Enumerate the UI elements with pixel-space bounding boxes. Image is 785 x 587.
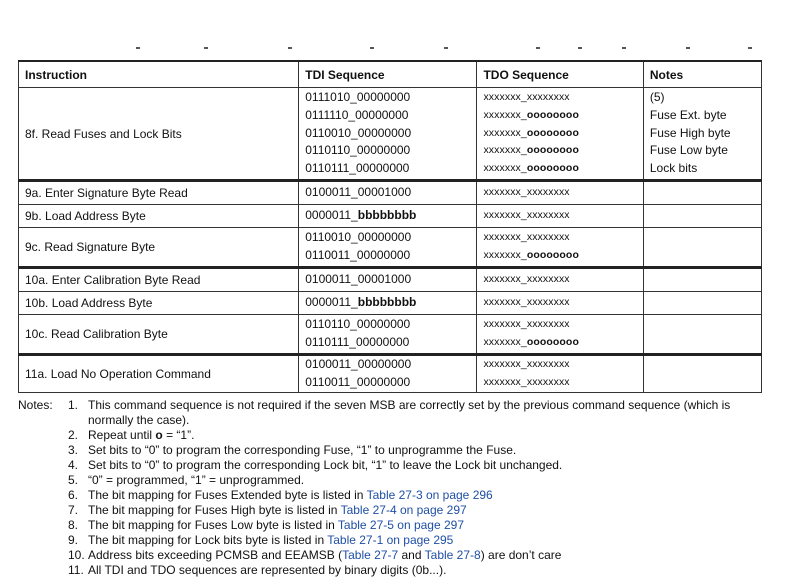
- tdo-value: xxxxxxx_xxxxxxxx: [483, 273, 570, 286]
- tdo-value: xxxxxxx_xxxxxxxx: [483, 91, 570, 103]
- tdi-cell: [299, 355, 477, 393]
- instruction-cell: 10a. Enter Calibration Byte Read: [19, 268, 299, 292]
- table-reference-link[interactable]: Table 27-3 on page 296: [366, 488, 493, 502]
- table-reference-link[interactable]: Table 27-4 on page 297: [340, 503, 467, 517]
- tdo-value: xxxxxxx_oooooooo: [483, 126, 579, 139]
- tdi-value: 0110110_00000000: [305, 143, 411, 158]
- table-row: [19, 292, 762, 315]
- instruction-cell: 10c. Read Calibration Byte: [19, 315, 299, 355]
- table-header-row: [19, 61, 762, 88]
- tdi-value: 0110011_00000000: [305, 248, 411, 262]
- footnote: 11. All TDI and TDO sequences are represented by binary digits (0b...).: [68, 563, 447, 577]
- footnote: 4. Set bits to “0” to program the corresponding Lock bit, “1” to leave the Lock bit unchanged.: [68, 458, 563, 472]
- tdo-cell: [477, 228, 643, 268]
- tdo-value: xxxxxxx_oooooooo: [483, 162, 579, 175]
- instruction-cell: 11a. Load No Operation Command: [19, 355, 299, 393]
- tdo-value: xxxxxxx_xxxxxxxx: [483, 358, 570, 371]
- footnote: 5. “0” = programmed, “1” = unprogrammed.: [68, 473, 305, 487]
- instruction-cell: 9c. Read Signature Byte: [19, 228, 299, 268]
- jtag-sequence-table: [18, 60, 762, 393]
- header-instruction: Instruction: [19, 61, 299, 88]
- tdo-value: xxxxxxx_xxxxxxxx: [483, 231, 570, 244]
- tdo-value: xxxxxxx_xxxxxxxx: [483, 296, 570, 309]
- notes-cell: [643, 205, 761, 228]
- table-footnotes: [18, 398, 763, 578]
- tdo-cell: [477, 181, 643, 205]
- tdi-value: 0100011_00001000: [305, 185, 412, 200]
- footnote: 1. This command sequence is not required if the seven MSB are correctly set by the previous command sequence (which is normally the case).: [68, 398, 731, 427]
- tdi-cell: [299, 292, 477, 315]
- tdo-value: xxxxxxx_oooooooo: [483, 108, 579, 121]
- tdi-value: 0110011_00000000: [305, 375, 411, 389]
- table-row: [19, 228, 762, 268]
- header-notes: Notes: [643, 61, 761, 88]
- note-text: Fuse High byte: [649, 125, 731, 140]
- table-reference-link[interactable]: Table 27-7: [342, 548, 399, 562]
- tdo-value: xxxxxxx_xxxxxxxx: [483, 318, 570, 331]
- tdo-cell: [477, 315, 643, 355]
- notes-cell: [643, 228, 761, 268]
- note-text: Fuse Low byte: [649, 143, 728, 158]
- footnote: 8. The bit mapping for Fuses Low byte is listed in Table 27-5 on page 297: [68, 518, 465, 532]
- table-row: [19, 315, 762, 355]
- notes-label: Notes:: [18, 398, 53, 412]
- tdo-cell: [477, 355, 643, 393]
- tdo-value: xxxxxxx_oooooooo: [483, 336, 579, 348]
- tdi-cell: [299, 88, 477, 181]
- header-tdo-sequence: TDO Sequence: [477, 61, 643, 88]
- footnote: 7. The bit mapping for Fuses High byte is listed in Table 27-4 on page 297: [68, 503, 467, 517]
- tdi-cell: [299, 315, 477, 355]
- tdi-cell: [299, 181, 477, 205]
- notes-cell: [643, 181, 761, 205]
- tdo-cell: [477, 292, 643, 315]
- tdi-value: 0100011_00000000: [305, 357, 412, 372]
- instruction-cell: 9b. Load Address Byte: [19, 205, 299, 228]
- tdi-cell: [299, 268, 477, 292]
- tdo-value: xxxxxxx_xxxxxxxx: [483, 209, 570, 222]
- footnote: 6. The bit mapping for Fuses Extended byte is listed in Table 27-3 on page 296: [68, 488, 493, 502]
- tdi-value: 0000011_bbbbbbbb: [305, 295, 417, 310]
- note-ref: (5): [649, 90, 665, 104]
- notes-cell: [643, 355, 761, 393]
- cropped-previous-line: [18, 46, 760, 56]
- tdo-cell: [477, 268, 643, 292]
- footnote: 2. Repeat until o = “1”.: [68, 428, 195, 442]
- tdi-value: 0110110_00000000: [305, 317, 411, 332]
- table-row: [19, 181, 762, 205]
- footnote: 10. Address bits exceeding PCMSB and EEAMSB (Table 27-7 and Table 27-8) are don’t care: [68, 548, 562, 562]
- tdi-value: 0110010_00000000: [305, 230, 412, 245]
- tdi-value: 0111010_00000000: [305, 90, 411, 104]
- tdi-value: 0111110_00000000: [305, 107, 409, 122]
- tdi-value: 0110010_00000000: [305, 125, 412, 140]
- note-text: Lock bits: [649, 161, 698, 176]
- tdo-value: xxxxxxx_xxxxxxxx: [483, 186, 570, 199]
- tdo-value: xxxxxxx_xxxxxxxx: [483, 376, 570, 388]
- tdi-value: 0000011_bbbbbbbb: [305, 208, 417, 223]
- notes-cell: [643, 315, 761, 355]
- header-tdi-sequence: TDI Sequence: [299, 61, 477, 88]
- note-text: Fuse Ext. byte: [649, 107, 727, 122]
- instruction-cell: 10b. Load Address Byte: [19, 292, 299, 315]
- tdi-value: 0110111_00000000: [305, 335, 410, 349]
- footnote: 3. Set bits to “0” to program the corresponding Fuse, “1” to unprogramme the Fuse.: [68, 443, 517, 457]
- notes-cell: [643, 268, 761, 292]
- tdo-value: xxxxxxx_oooooooo: [483, 249, 579, 261]
- tdi-value: 0110111_00000000: [305, 161, 410, 176]
- tdo-cell: [477, 205, 643, 228]
- tdi-value: 0100011_00001000: [305, 272, 412, 287]
- table-reference-link[interactable]: Table 27-8: [424, 548, 481, 562]
- tdo-value: xxxxxxx_oooooooo: [483, 144, 579, 157]
- tdi-cell: [299, 205, 477, 228]
- tdo-cell: [477, 88, 643, 181]
- table-row: [19, 88, 762, 181]
- instruction-cell: 9a. Enter Signature Byte Read: [19, 181, 299, 205]
- table-row: [19, 205, 762, 228]
- notes-cell: [643, 292, 761, 315]
- tdi-cell: [299, 228, 477, 268]
- table-reference-link[interactable]: Table 27-5 on page 297: [337, 518, 465, 532]
- footnote: 9. The bit mapping for Lock bits byte is listed in Table 27-1 on page 295: [68, 533, 454, 547]
- table-row: [19, 268, 762, 292]
- instruction-cell: 8f. Read Fuses and Lock Bits: [19, 88, 299, 181]
- notes-cell: [643, 88, 761, 181]
- table-reference-link[interactable]: Table 27-1 on page 295: [327, 533, 454, 547]
- table-row: [19, 355, 762, 393]
